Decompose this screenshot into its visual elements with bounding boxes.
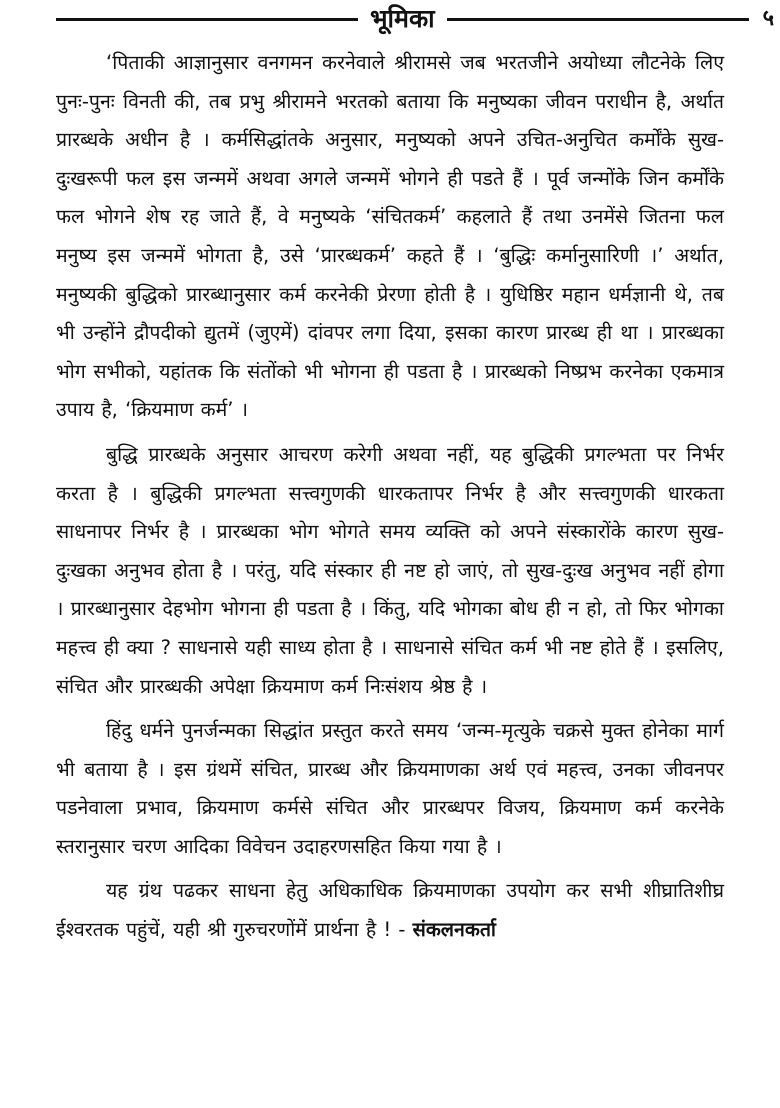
paragraph-2: बुद्धि प्रारब्धके अनुसार आचरण करेगी अथवा नहीं, यह बुद्धिकी प्रगल्भता पर निर्भर करता है । बुद्धिकी प्रगल्भता सत्त्वगुणकी धारकतापर निर्भर है और सत्त्वगुणकी धारकता साधनापर निर्भर है । प्रारब्धका भोग भोगते समय व्यक्ति को अपने संस्कारोंके कारण सुख-दुःखका अनुभव होता है । परंतु, यदि संस्कार ही नष्ट हो जाएं, तो सुख-दुःख अनुभव नहीं होगा । प्रारब्धानुसार देहभोग भोगना ही पडता है । किंतु, यदि भोगका बोध ही न हो, तो फिर भोगका महत्त्व ही क्या ? साधनासे यही साध्य होता है । साधनासे संचित कर्म भी नष्ट होते हैं । इसलिए, संचित और प्रारब्धकी अपेक्षा क्रियमाण कर्म निःसंशय श्रेष्ठ है ।	[56, 442, 724, 698]
closing-paragraph	[56, 872, 724, 949]
page-title: भूमिका	[369, 4, 435, 33]
paragraph-3: हिंदु धर्मने पुनर्जन्मका सिद्धांत प्रस्तुत करते समय ‘जन्म-मृत्युके चक्रसे मुक्त होनेका मार्ग भी बताया है । इस ग्रंथमें संचित, प्रारब्ध और क्रियमाणका अर्थ एवं महत्त्व, उनका जीवनपर पडनेवाला प्रभाव, क्रियमाण कर्मसे संचित और प्रारब्धपर विजय, क्रियमाण कर्म करनेके स्तरानुसार चरण आदिका विवेचन उदाहरणसहित किया गया है ।	[56, 719, 724, 858]
preface-body	[56, 44, 724, 950]
header-rule-left	[56, 18, 358, 21]
page-header	[56, 2, 774, 36]
header-rule-right	[447, 18, 749, 21]
closing-text: यह ग्रंथ पढकर साधना हेतु अधिकाधिक क्रियमाणका उपयोग कर सभी शीघ्रातिशीघ्र ईश्वरतक पहुंचें, यही श्री गुरुचरणोंमें प्रार्थना है ! -	[56, 879, 724, 942]
compiler-signature: संकलनकर्ता	[412, 918, 496, 942]
paragraph-1: ‘पिताकी आज्ञानुसार वनगमन करनेवाले श्रीरामसे जब भरतजीने अयोध्या लौटनेके लिए पुनः-पुनः विनती की, तब प्रभु श्रीरामने भरतको बताया कि मनुष्यका जीवन पराधीन है, अर्थात प्रारब्धके अधीन है । कर्मसिद्धांतके अनुसार, मनुष्यको अपने उचित-अनुचित कर्मोंके सुख-दुःखरूपी फल इस जन्ममें अथवा अगले जन्ममें भोगने ही पडते हैं । पूर्व जन्मोंके जिन कर्मोंके फल भोगने शेष रह जाते हैं, वे मनुष्यके ‘संचितकर्म’ कहलाते हैं तथा उनमेंसे जितना फल मनुष्य इस जन्ममें भोगता है, उसे ‘प्रारब्धकर्म’ कहते हैं । ‘बुद्धिः कर्मानुसारिणी ।’ अर्थात, मनुष्यकी बुद्धिको प्रारब्धानुसार कर्म करनेकी प्रेरणा होती है । युधिष्ठिर महान धर्मज्ञानी थे, तब भी उन्होंने द्रौपदीको द्युतमें (जुएमें) दांवपर लगा दिया, इसका कारण प्रारब्ध ही था । प्रारब्धका भोग सभीको, यहांतक कि संतोंको भी भोगना ही पडता है । प्रारब्धको निष्प्रभ करनेका एकमात्र उपाय है, ‘क्रियमाण कर्म’ ।	[56, 51, 724, 422]
page-number: ५	[762, 6, 775, 31]
